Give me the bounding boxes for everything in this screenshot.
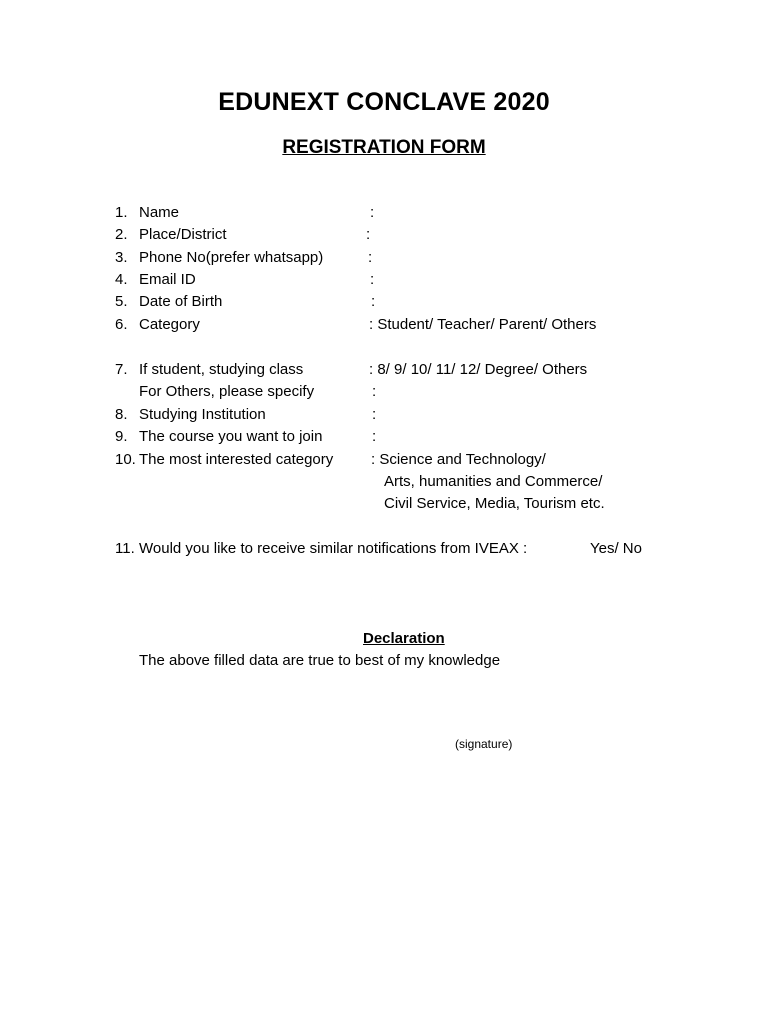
- field-number: 1.: [115, 204, 128, 221]
- field-label: The course you want to join: [139, 428, 323, 445]
- field-number: 2.: [115, 226, 128, 243]
- declaration-heading: Declaration: [363, 630, 445, 647]
- field-number: 6.: [115, 316, 128, 333]
- field-number: 9.: [115, 428, 128, 445]
- field-value: :: [372, 428, 377, 445]
- field-value: :: [370, 271, 375, 288]
- field-label: For Others, please specify: [139, 383, 315, 400]
- field-label: Category: [139, 316, 200, 333]
- field-value: :: [368, 249, 373, 266]
- field-label: Phone No(prefer whatsapp): [139, 249, 324, 266]
- field-value: :: [372, 383, 377, 400]
- field-label: The most interested category: [139, 451, 334, 468]
- field-number: 3.: [115, 249, 128, 266]
- field-number: 4.: [115, 271, 128, 288]
- field-number: 10.: [115, 451, 136, 468]
- field-label: Would you like to receive similar notifications from IVEAX :: [139, 540, 528, 557]
- field-number: 5.: [115, 293, 128, 310]
- field-value: :: [366, 226, 371, 243]
- field-value-continuation: Arts, humanities and Commerce/: [384, 473, 603, 490]
- field-value: : Student/ Teacher/ Parent/ Others: [369, 316, 597, 333]
- field-value: : Science and Technology/: [371, 451, 546, 468]
- form-title: EDUNEXT CONCLAVE 2020: [218, 88, 550, 116]
- field-number: 11.: [115, 540, 135, 557]
- field-label: Date of Birth: [139, 293, 223, 310]
- field-value: : 8/ 9/ 10/ 11/ 12/ Degree/ Others: [369, 361, 588, 378]
- field-label: Email ID: [139, 271, 196, 288]
- field-value-continuation: Civil Service, Media, Tourism etc.: [384, 495, 605, 512]
- field-label: Name: [139, 204, 180, 221]
- declaration-text: The above filled data are true to best of my knowledge: [139, 652, 501, 669]
- field-label: Place/District: [139, 226, 227, 243]
- field-value: :: [370, 204, 375, 221]
- field-number: 8.: [115, 406, 128, 423]
- field-label: If student, studying class: [139, 361, 304, 378]
- form-subtitle: REGISTRATION FORM: [282, 137, 486, 158]
- field-label: Studying Institution: [139, 406, 266, 423]
- field-value: :: [371, 293, 376, 310]
- field-value: Yes/ No: [590, 540, 642, 557]
- field-number: 7.: [115, 361, 128, 378]
- field-value: :: [372, 406, 377, 423]
- signature-label: (signature): [455, 737, 513, 751]
